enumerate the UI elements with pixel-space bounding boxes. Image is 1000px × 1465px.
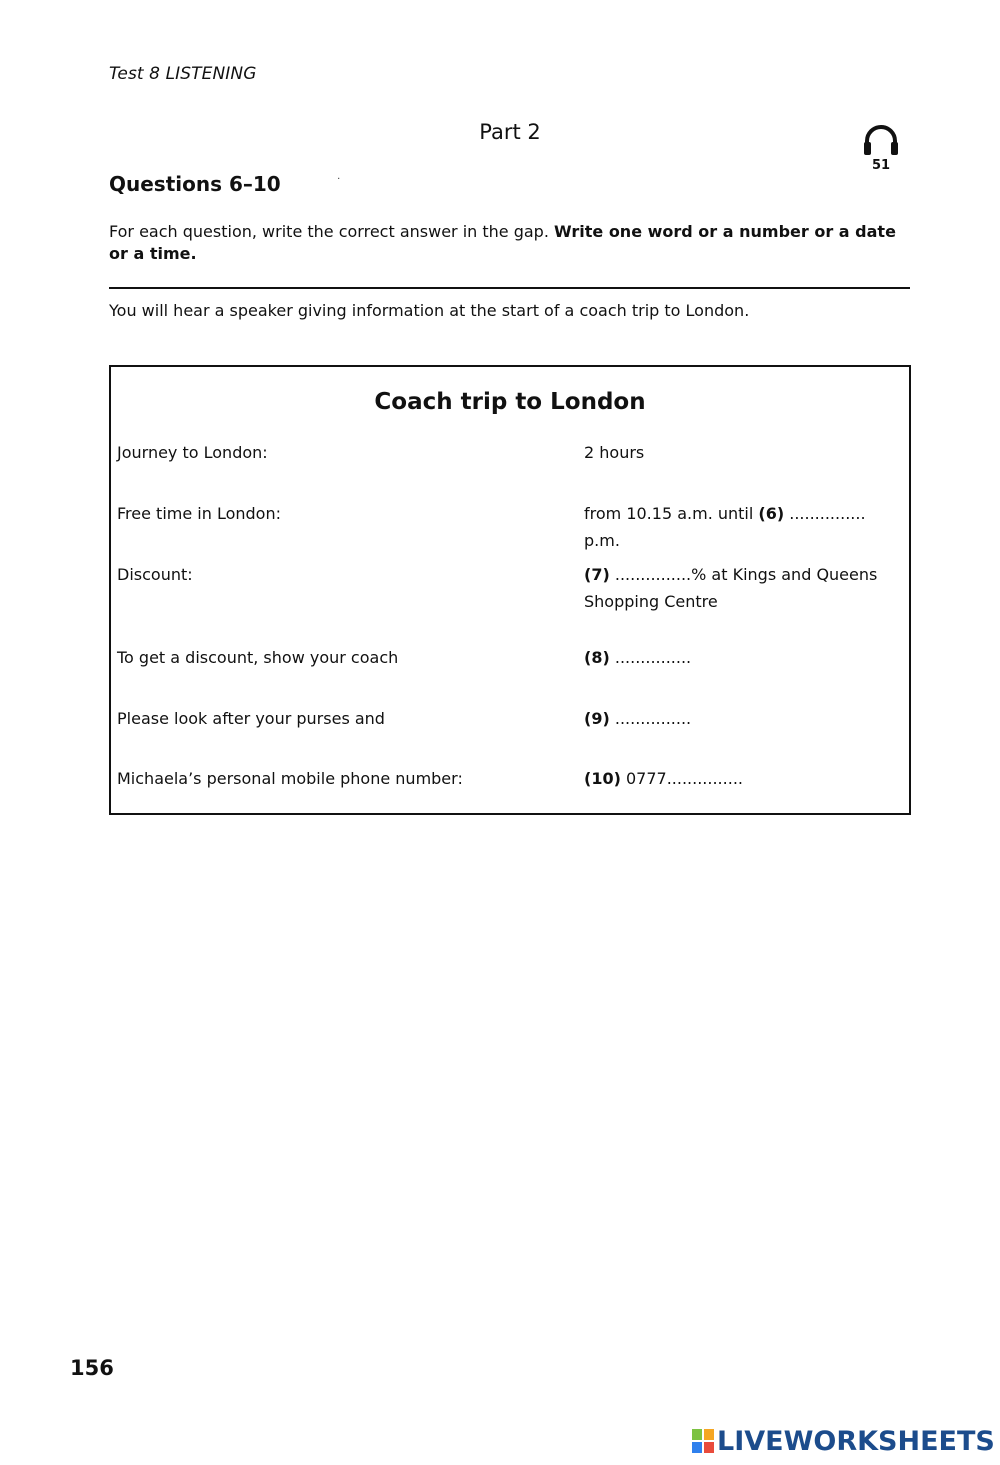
row-value-free-time bbox=[584, 500, 904, 554]
row-value-phone bbox=[584, 765, 904, 792]
notes-form bbox=[109, 365, 911, 815]
free-time-prefix: from 10.15 a.m. until bbox=[584, 504, 759, 523]
row-value-discount bbox=[584, 561, 904, 615]
brand-text: LIVEWORKSHEETS bbox=[717, 1425, 995, 1457]
answer-gap-9[interactable]: ............... bbox=[609, 709, 692, 728]
answer-gap-6[interactable]: ............... p.m. bbox=[584, 504, 866, 550]
row-label-free-time: Free time in London: bbox=[117, 504, 281, 523]
answer-gap-7[interactable]: ...............% at Kings and Queens Shopping Centre bbox=[584, 565, 878, 611]
instructions-bold: Write one word or a number or a date or a time. bbox=[109, 222, 896, 263]
headphones-icon bbox=[860, 122, 902, 158]
question-number-6: (6) bbox=[758, 504, 785, 523]
row-value-show-coach bbox=[584, 644, 904, 671]
instructions-plain: For each question, write the correct answer in the gap. bbox=[109, 222, 554, 241]
audio-track-number: 51 bbox=[871, 158, 891, 173]
divider bbox=[109, 287, 910, 289]
row-value-purses bbox=[584, 705, 904, 732]
answer-gap-10[interactable]: 0777............... bbox=[620, 769, 743, 788]
running-head: Test 8 LISTENING bbox=[109, 64, 257, 84]
audio-track-badge bbox=[860, 122, 902, 176]
row-value-journey: 2 hours bbox=[584, 443, 645, 462]
questions-title: Questions 6–10 bbox=[109, 172, 281, 196]
part-title: Part 2 bbox=[479, 120, 541, 144]
row-label-show-coach: To get a discount, show your coach bbox=[117, 648, 399, 667]
question-number-9: (9) bbox=[584, 709, 610, 728]
page-number: 156 bbox=[70, 1356, 114, 1380]
answer-gap-8[interactable]: ............... bbox=[609, 648, 692, 667]
context-text: You will hear a speaker giving information at the start of a coach trip to London. bbox=[109, 301, 750, 320]
question-number-7: (7) bbox=[584, 565, 610, 584]
question-number-8: (8) bbox=[584, 648, 610, 667]
stray-mark: ٠ bbox=[336, 173, 342, 184]
brand-watermark bbox=[692, 1424, 995, 1458]
row-label-journey: Journey to London: bbox=[117, 443, 268, 462]
row-label-discount: Discount: bbox=[117, 565, 193, 584]
liveworksheets-logo-icon bbox=[692, 1429, 714, 1453]
instructions bbox=[109, 221, 899, 265]
row-label-purses: Please look after your purses and bbox=[117, 709, 385, 728]
form-title: Coach trip to London bbox=[374, 389, 646, 415]
question-number-10: (10) bbox=[584, 769, 621, 788]
row-label-phone: Michaela’s personal mobile phone number: bbox=[117, 769, 463, 788]
